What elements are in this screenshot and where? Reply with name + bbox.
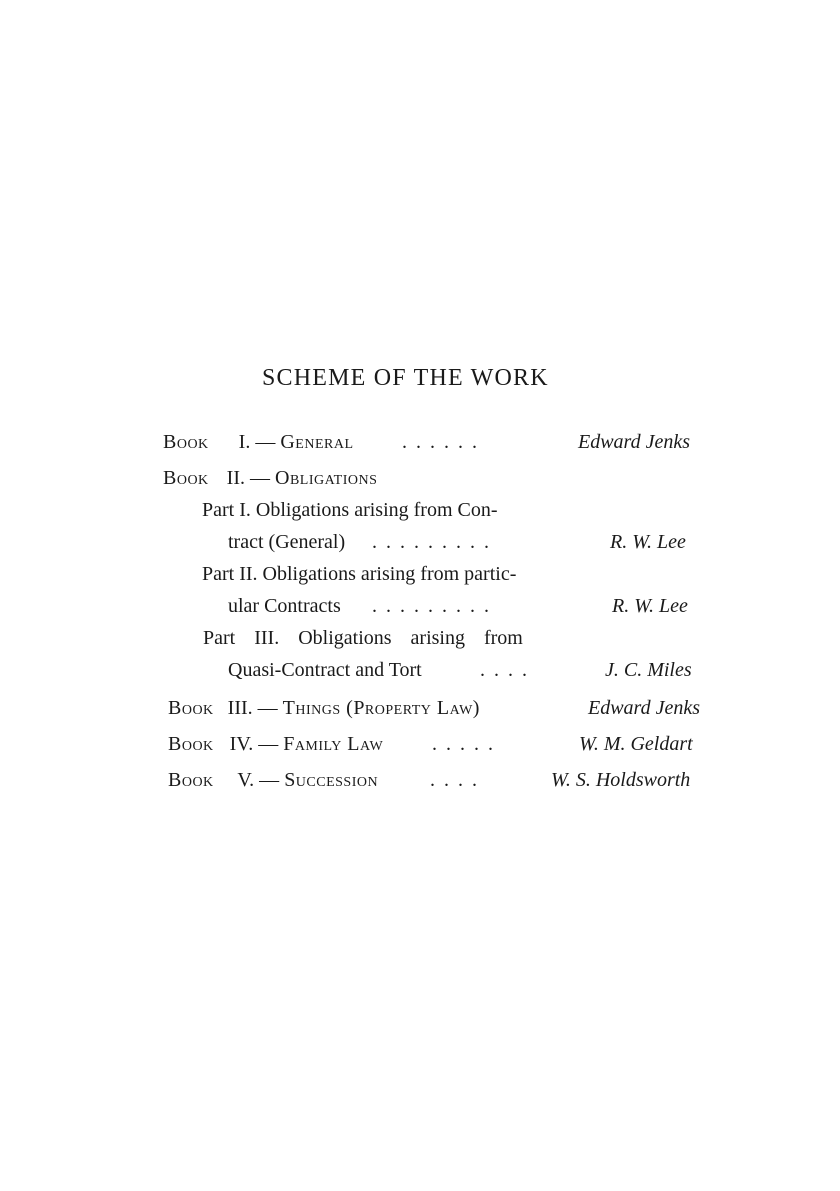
- book-subject: General: [280, 431, 354, 453]
- part-1-line-1: Part I. Obligations arising from Con-: [202, 499, 498, 521]
- book-subject: Things (Property Law): [282, 697, 480, 719]
- page-title: SCHEME OF THE WORK: [262, 365, 549, 391]
- leader-dots: .........: [372, 531, 498, 553]
- leader-dots: ....: [480, 659, 536, 681]
- leader-dots: ......: [402, 431, 486, 453]
- book-subject: Obligations: [275, 467, 378, 489]
- part-3-line-1: Part III. Obligations arising from: [203, 627, 523, 649]
- book-1-entry: [163, 430, 354, 454]
- part-1-author: R. W. Lee: [610, 531, 686, 553]
- book-4-entry: [168, 732, 383, 756]
- part-1-line-2: tract (General): [228, 531, 346, 553]
- book-label: Book: [168, 733, 214, 755]
- book-3-author: Edward Jenks: [588, 697, 701, 719]
- book-5-entry: [168, 768, 378, 792]
- book-5-author: W. S. Holdsworth: [551, 769, 691, 791]
- part-3-line-2: Quasi-Contract and Tort: [228, 659, 422, 681]
- book-3-entry: [168, 696, 480, 720]
- book-label: Book: [168, 697, 214, 719]
- book-number: IV. —: [229, 733, 279, 755]
- part-2-author: R. W. Lee: [612, 595, 688, 617]
- book-subject: Succession: [284, 769, 379, 791]
- book-number: V. —: [237, 769, 280, 791]
- book-label: Book: [163, 431, 209, 453]
- book-number: III. —: [227, 697, 278, 719]
- book-2-entry: [163, 466, 377, 490]
- leader-dots: ....: [430, 769, 486, 791]
- book-1-author: Edward Jenks: [578, 431, 691, 453]
- book-number: I. —: [238, 431, 276, 453]
- book-label: Book: [163, 467, 209, 489]
- part-2-line-1: Part II. Obligations arising from partic-: [202, 563, 517, 585]
- book-4-author: W. M. Geldart: [579, 733, 693, 755]
- book-number: II. —: [226, 467, 270, 489]
- leader-dots: .........: [372, 595, 498, 617]
- book-subject: Family Law: [283, 733, 384, 755]
- book-label: Book: [168, 769, 214, 791]
- part-2-line-2: ular Contracts: [228, 595, 341, 617]
- leader-dots: .....: [432, 733, 502, 755]
- part-3-author: J. C. Miles: [605, 659, 692, 681]
